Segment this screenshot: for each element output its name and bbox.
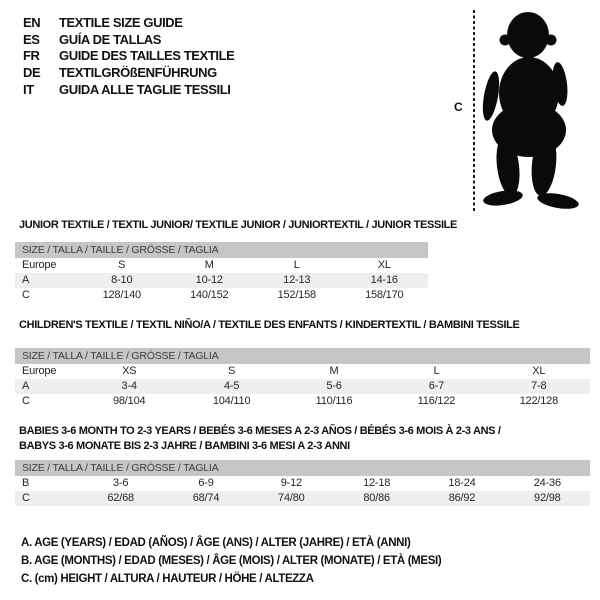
- table-row: [15, 491, 590, 506]
- row-label: A: [22, 380, 30, 392]
- table-cell: M: [329, 365, 339, 377]
- table-cell: 80/86: [363, 492, 390, 504]
- table-cell: 6-7: [428, 380, 445, 392]
- table-row: [15, 288, 428, 303]
- footnote-line: C. (cm) HEIGHT / ALTURA / HAUTEUR / HÖHE / ALTEZZA: [21, 573, 314, 585]
- table-cell: 128/140: [102, 289, 141, 301]
- language-row: [23, 32, 234, 49]
- language-row: [23, 65, 234, 82]
- table-cell: 3-4: [121, 380, 137, 392]
- table-row: [15, 258, 428, 273]
- table-cell: 98/104: [112, 395, 146, 407]
- table-cell: 24-36: [533, 477, 561, 489]
- table-cell: 4-5: [223, 380, 240, 392]
- section-title: BABIES 3-6 MONTH TO 2-3 YEARS / BEBÉS 3-6 MESES A 2-3 AÑOS / BÉBÉS 3-6 MOIS À 2-3 ANS /: [19, 425, 501, 437]
- footnote-line: A. AGE (YEARS) / EDAD (AÑOS) / ÂGE (ANS) / ALTER (JAHRE) / ETÀ (ANNI): [21, 537, 411, 549]
- section-title: JUNIOR TEXTILE / TEXTIL JUNIOR/ TEXTILE JUNIOR / JUNIORTEXTIL / JUNIOR TESSILE: [19, 219, 458, 231]
- table-cell: 3-6: [113, 477, 129, 489]
- size-header-bar: SIZE / TALLA / TAILLE / GRÖSSE / TAGLIA: [15, 348, 590, 364]
- section-childrens-textile: [15, 318, 590, 409]
- baby-figure: [440, 0, 600, 220]
- table-cell: 92/98: [534, 492, 561, 504]
- height-c-label: C: [454, 100, 463, 114]
- row-label: C: [22, 289, 30, 301]
- table-cell: 5-6: [326, 380, 342, 392]
- table-cell: 12-13: [283, 274, 311, 286]
- footnote-line: B. AGE (MONTHS) / EDAD (MESES) / ÂGE (MOIS) / ALTER (MONATE) / ETÀ (MESI): [21, 555, 442, 567]
- table-cell: 86/92: [448, 492, 476, 504]
- language-row: [23, 48, 234, 65]
- table-cell: 104/110: [212, 395, 251, 407]
- size-table: [15, 242, 428, 303]
- table-cell: L: [433, 365, 440, 377]
- table-cell: 14-16: [370, 274, 398, 286]
- size-header-bar: SIZE / TALLA / TAILLE / GRÖSSE / TAGLIA: [15, 460, 590, 476]
- language-code: EN: [23, 15, 41, 30]
- language-label: GUIDE DES TAILLES TEXTILE: [59, 48, 235, 64]
- table-cell: XL: [377, 259, 391, 271]
- footnotes: [21, 534, 441, 588]
- language-label: GUIDA ALLE TAGLIE TESSILI: [59, 81, 231, 97]
- table-cell: 140/152: [190, 289, 229, 301]
- baby-silhouette-icon: [480, 10, 580, 210]
- table-cell: 158/170: [365, 289, 404, 301]
- table-cell: 116/122: [417, 395, 456, 407]
- table-cell: 12-18: [363, 477, 391, 489]
- section-title: CHILDREN'S TEXTILE / TEXTIL NIÑO/A / TEXTILE DES ENFANTS / KINDERTEXTIL / BAMBINI TESSILE: [19, 319, 520, 331]
- row-label: C: [22, 492, 30, 504]
- language-label: GUÍA DE TALLAS: [59, 31, 162, 47]
- language-code: DE: [23, 65, 41, 81]
- table-row: [15, 273, 428, 288]
- table-row: [15, 476, 590, 491]
- size-table: [15, 460, 590, 506]
- table-cell: 10-12: [195, 274, 223, 286]
- section-babies-textile: [15, 424, 590, 506]
- section-junior-textile: [15, 218, 458, 303]
- table-cell: 110/116: [315, 395, 353, 407]
- table-cell: 9-12: [280, 477, 302, 489]
- table-cell: 18-24: [448, 477, 476, 489]
- language-row: [23, 15, 234, 32]
- table-cell: 68/74: [192, 492, 220, 504]
- row-label: C: [22, 395, 30, 407]
- language-list: [23, 15, 234, 98]
- size-table: [15, 348, 590, 409]
- row-label: A: [22, 274, 30, 286]
- row-label: Europe: [22, 365, 57, 377]
- table-cell: 8-10: [111, 274, 133, 286]
- table-cell: 122/128: [519, 395, 559, 407]
- table-cell: 74/80: [278, 492, 305, 504]
- row-label: Europe: [22, 259, 57, 271]
- table-cell: S: [118, 259, 126, 271]
- table-cell: XL: [532, 365, 546, 377]
- table-row: [15, 379, 590, 394]
- table-cell: S: [228, 365, 236, 377]
- language-row: [23, 82, 234, 99]
- table-cell: XS: [122, 365, 137, 377]
- section-title: BABYS 3-6 MONATE BIS 2-3 JAHRE / BAMBINI 3-6 MESI A 2-3 ANNI: [19, 440, 350, 452]
- table-row: [15, 394, 590, 409]
- table-cell: 62/68: [107, 492, 134, 504]
- language-label: TEXTILE SIZE GUIDE: [59, 15, 183, 30]
- table-row: [15, 364, 590, 379]
- size-header-bar: SIZE / TALLA / TAILLE / GRÖSSE / TAGLIA: [15, 242, 428, 258]
- table-cell: M: [204, 259, 214, 271]
- table-cell: 152/158: [277, 289, 316, 301]
- row-label: B: [22, 477, 30, 489]
- table-cell: L: [293, 259, 300, 271]
- language-code: IT: [23, 81, 34, 97]
- table-cell: 6-9: [198, 477, 214, 489]
- height-measure-line: [473, 10, 475, 212]
- language-label: TEXTILGRÖßENFÜHRUNG: [59, 65, 217, 81]
- language-code: ES: [23, 31, 40, 47]
- language-code: FR: [23, 48, 40, 64]
- table-cell: 7-8: [531, 380, 547, 392]
